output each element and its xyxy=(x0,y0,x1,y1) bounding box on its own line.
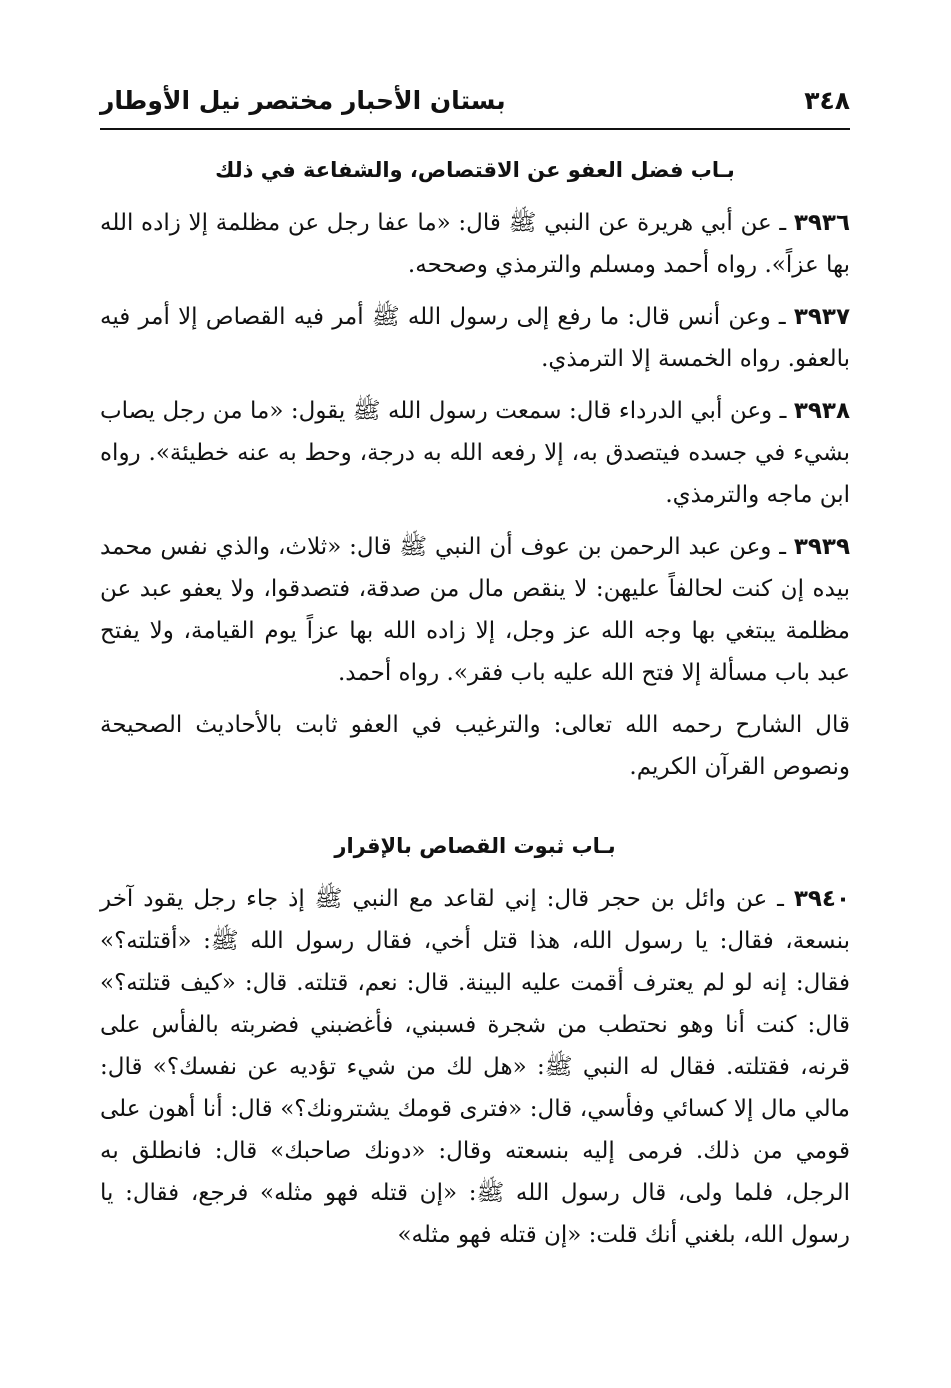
hadith-3940 xyxy=(100,878,850,1256)
hadith-text: ـ وعن أبي الدرداء قال: سمعت رسول الله ﷺ يقول: «ما من رجل يصاب بشيء في جسده فيتصدق به، إلا رفعه الله به درجة، وحط به عنه خطيئة». رواه ابن ماجه والترمذي. xyxy=(100,398,850,508)
hadith-number: ٣٩٣٩ xyxy=(793,534,850,560)
page-header xyxy=(100,78,850,122)
commentary-paragraph xyxy=(100,704,850,788)
hadith-number: ٣٩٤٠ xyxy=(793,886,850,912)
section-heading-confession: بـاب ثبوت القصاص بالإقرار xyxy=(334,834,616,858)
section-heading-pardon: بـاب فضل العفو عن الاقتصاص، والشفاعة في ذلك xyxy=(215,158,735,182)
hadith-number: ٣٩٣٧ xyxy=(793,304,850,330)
hadith-3937 xyxy=(100,296,850,380)
commentary-text: قال الشارح رحمه الله تعالى: والترغيب في العفو ثابت بالأحاديث الصحيحة ونصوص القرآن الكريم. xyxy=(100,712,850,780)
running-title: بستان الأحبار مختصر نيل الأوطار xyxy=(100,85,506,115)
hadith-text: ـ وعن عبد الرحمن بن عوف أن النبي ﷺ قال: «ثلاث، والذي نفس محمد بيده إن كنت لحالفاً عليهن: لا ينقص مال من صدقة، فتصدقوا، ولا يعفو عبد عن مظلمة يبتغي بها وجه الله عز وجل، إلا زاده الله بها عزاً يوم القيامة، ولا يفتح عبد باب مسألة إلا فتح الله عليه باب فقر». رواه أحمد. xyxy=(100,534,850,686)
hadith-text: ـ عن وائل بن حجر قال: إني لقاعد مع النبي ﷺ إذ جاء رجل يقود آخر بنسعة، فقال: يا رسول الله، هذا قتل أخي، فقال رسول الله ﷺ: «أقتلته؟» فقال: إنه لو لم يعترف أقمت عليه البينة. قال: نعم، قتلته. قال: «كيف قتلته؟» قال: كنت أنا وهو نحتطب من شجرة فسبني، فأغضبني فضربته بالفأس على قرنه، فقتلته. فقال له النبي ﷺ: «هل لك من شيء تؤديه عن نفسك؟» قال: مالي مال إلا كسائي وفأسي، قال: «فترى قومك يشترونك؟» قال: أنا أهون على قومي من ذلك. فرمى إليه بنسعته وقال: «دونك صاحبك» قال: فانطلق به الرجل، فلما ولى، قال رسول الله ﷺ: «إن قتله فهو مثله» فرجع، فقال: يا رسول الله، بلغني أنك قلت: «إن قتله فهو مثله» xyxy=(100,886,850,1248)
hadith-number: ٣٩٣٦ xyxy=(793,210,850,236)
hadith-text: ـ عن أبي هريرة عن النبي ﷺ قال: «ما عفا رجل عن مظلمة إلا زاده الله بها عزاً». رواه أحمد ومسلم والترمذي وصححه. xyxy=(100,210,850,278)
header-rule xyxy=(100,128,850,130)
hadith-3938 xyxy=(100,390,850,516)
page-body xyxy=(100,150,850,1256)
hadith-number: ٣٩٣٨ xyxy=(793,398,850,424)
hadith-text: ـ وعن أنس قال: ما رفع إلى رسول الله ﷺ أمر فيه القصاص إلا أمر فيه بالعفو. رواه الخمسة إلا الترمذي. xyxy=(100,304,850,372)
hadith-3936 xyxy=(100,202,850,286)
page-number: ٣٤٨ xyxy=(804,85,850,115)
hadith-3939 xyxy=(100,526,850,694)
